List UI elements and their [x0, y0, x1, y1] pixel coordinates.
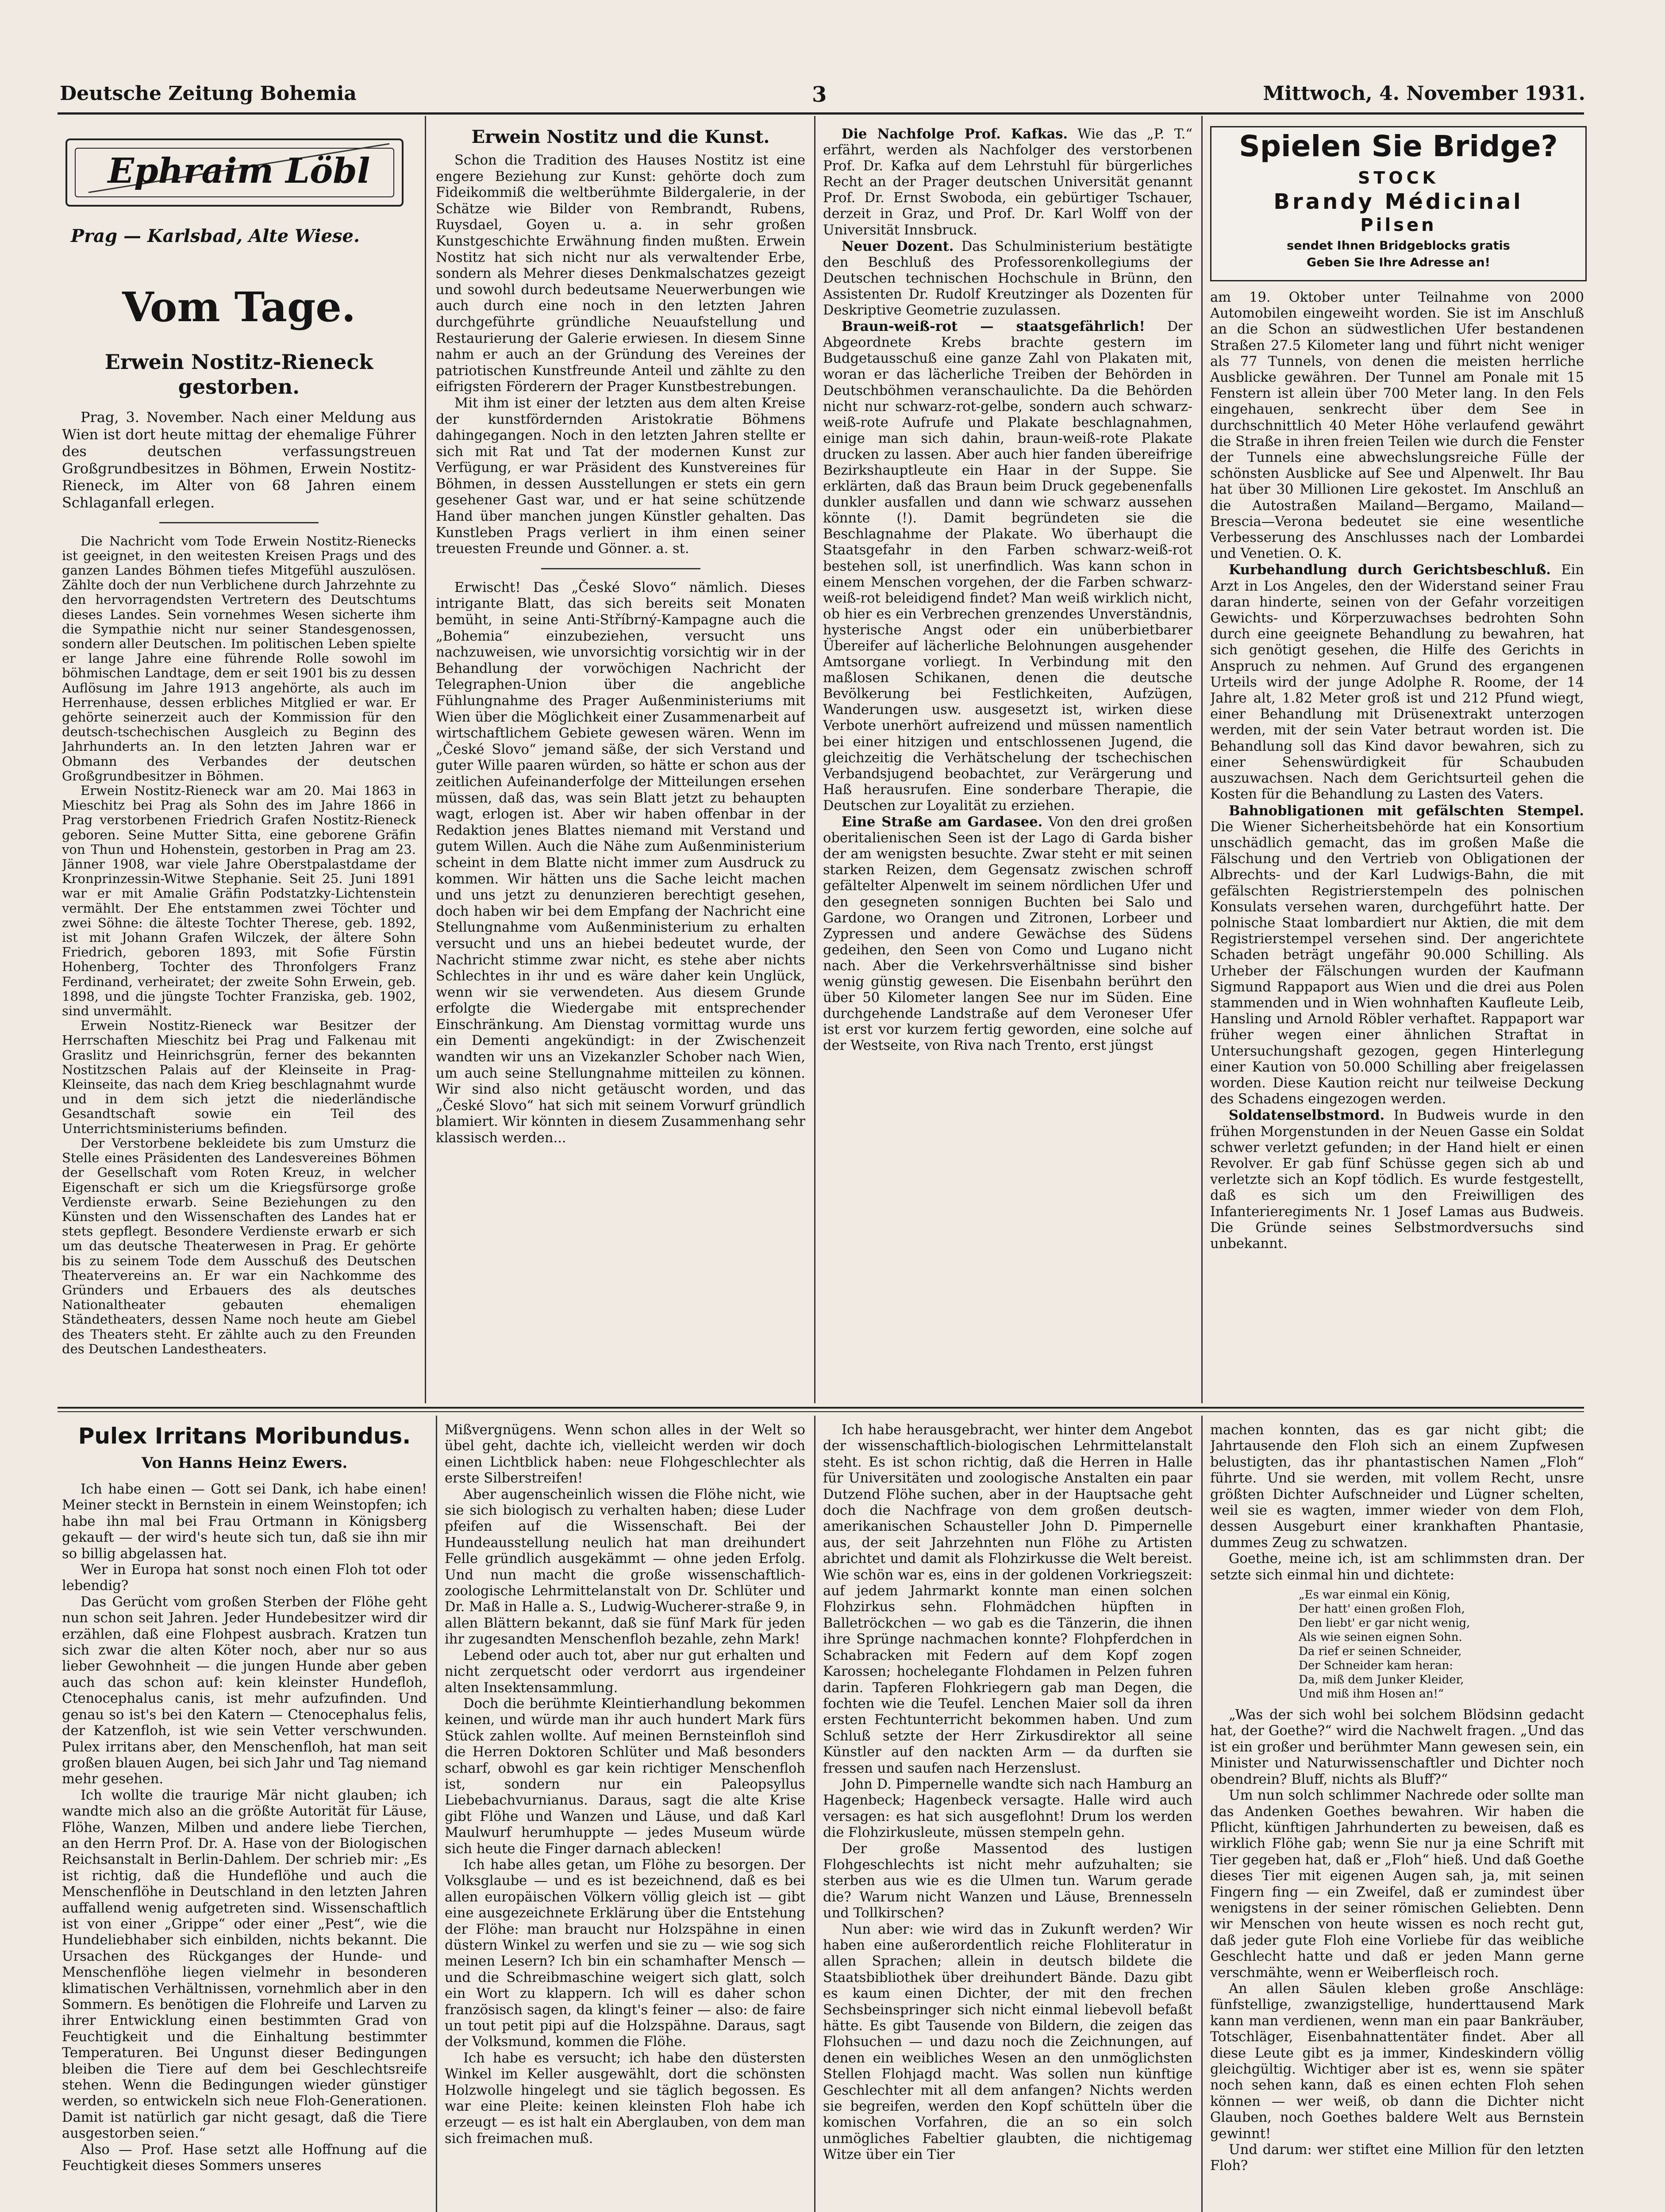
column-divider	[1201, 1416, 1203, 2212]
headline-garda: Eine Straße am Gardasee.	[842, 814, 1043, 830]
column-right-news	[1210, 290, 1584, 1402]
feuilleton-title: Pulex Irritans Moribundus.	[78, 1423, 411, 1449]
text-kafka: Wie das „P. T.“ erfährt, werden als Nachfolger des verstorbenen Prof. Dr. Kafka auf dem Lehrstuhl für bürgerliches Recht an der Prager deutschen Universität genannt Prof. Dr. Ernst Swoboda, ein gebürtiger Tschauer, derzeit in Graz, und Prof. Dr. Karl Wolff von der Universität Innsbruck.	[823, 127, 1192, 238]
lead-nostitz: Prag, 3. November. Nach einer Meldung aus Wien ist dort heute mittag der ehemalige Führer des deutschen verfassungstreuen Großgrundbesitzes in Böhmen, Erwein Nostitz-Rieneck, im Alter von 68 Jahren einem Schlaganfall erlegen.	[62, 409, 416, 511]
headline-braun: Braun-weiß-rot — staatsgefährlich!	[842, 319, 1145, 335]
text-braun: Der Abgeordnete Krebs brachte gestern im Budgetausschuß eine ganze Zahl von Plakaten mit, woran er das lächerliche Treiben der Behörden in Deutschböhmen veranschaulichte. Da die Behörden nicht nur schwarz-rot-gelbe, sondern auch schwarz-weiß-rote Aufrufe und Plakate beschlagnahmen, einige man sich dahin, braun-weiß-rote Plakate drucken zu lassen. Aber auch hier fanden übereifrige Bezirkshauptleute ein Haar in der Suppe. Sie erklärten, daß das Braun beim Druck gegebenenfalls dunkler ausfallen und dann wie schwarz aussehen könnte (!). Damit begründeten sie die Beschlagnahme der Plakate. Wo überhaupt die Staatsgefahr in den Farben schwarz-weiß-rot bestehen soll, ist unerfindlich. Was kann schon in einem Menschen vorgehen, der die Farben schwarz-weiß-rot beleidigend findet? Man weiß wirklich nicht, ob hier es ein Verbrechen grenzendes Unverständnis, hysterische Angst oder ein unüberbietbarer Übereifer auf lächerliche Belohnungen ausgehender Amtsorgane vorliegt. In Verbindung mit den maßlosen Schikanen, denen die deutsche Bevölkerung bei Festlichkeiten, Aufzügen, Wanderungen usw. ausgesetzt ist, wirken diese Verbote unerhört aufreizend und müssen namentlich bei einer hitzigen und entschlossenen Jugend, die gleichzeitig die Verhätschelung der tschechischen Verbandsjugend beobachtet, zur Verärgerung und Haß herausrufen. Eine sonderbare Therapie, die Deutschen zur Loyalität zu erziehen.	[823, 319, 1192, 814]
paragraph: Mit ihm ist einer der letzten aus dem alten Kreise der kunstfördernden Aristokratie Böhmens dahingegangen. Noch in den letzten Jahren stellte er sich mit Rat und Tat der modernen Kunst zur Verfügung, er war Präsident des Kunstvereines für Böhmen, in dessen Ausstellungen er stets ein gern gesehener Gast war, und er hat seine schützende Hand über manchen jungen Künstler gehalten. Das Kunstleben Prags verliert in ihm einen seiner treuesten Freunde und Gönner. a. st.	[436, 395, 805, 557]
paragraph: Erwein Nostitz-Rieneck war am 20. Mai 1863 in Mieschitz bei Prag als Sohn des im Jahre 1866 in Prag verstorbenen Friedrich Grafen Nostitz-Rieneck geboren. Seine Mutter Sitta, eine geborene Gräfin von Thun und Hohenstein, gestorben in Prag am 23. Jänner 1908, war viele Jahre Oberstpalastdame der Kronprinzessin-Witwe Stephanie. Seit 25. Juni 1891 war er mit Amalie Gräfin Podstatzky-Lichtenstein vermählt. Der Ehe entstammen zwei Töchter und zwei Söhne: die älteste Tochter Therese, geb. 1892, ist mit Johann Grafen Wilczek, der ältere Sohn Friedrich, geboren 1893, mit Sofie Fürstin Hohenberg, Tochter des Thronfolgers Franz Ferdinand, verheiratet; der zweite Sohn Erwein, geb. 1898, und die jüngste Tochter Franziska, geb. 1902, sind unvermählt.	[62, 783, 416, 1019]
paragraph: machen konnten, das es gar nicht gibt; die Jahrtausende den Floh sich an einem Zupfwesen belustigten, das ihr phantastischen Namen „Floh“ führte. Und sie werden, mit vollem Recht, unsre größten Dichter Aufschneider und Lügner schelten, weil sie es wagten, immer wieder von dem Floh, dessen Ausgeburt einer krankhaften Phantasie, dummes Zeug zu schwatzen.	[1210, 1422, 1584, 1551]
page-number: 3	[812, 82, 827, 107]
bridge-product: Brandy Médicinal	[1273, 189, 1523, 214]
paragraph: Aber augenscheinlich wissen die Flöhe nicht, wie sie sich biologisch zu verhalten haben; diese Luder pfeifen auf die Wissenschaft. Bei der Hundeausstellung neulich hat man dreihundert Felle gründlich ausgekämmt — ohne jeden Erfolg. Und nun macht die große wissenschaftlich-zoologische Lehrmittelanstalt von Dr. Schlüter und Dr. Maß in Halle a. S., Ludwig-Wucherer-straße 9, in allen Blättern bekannt, daß sie fünf Mark für jeden ihr zugesandten Menschenfloh bezahle, zehn Mark!	[445, 1486, 805, 1647]
feuilleton-author: Von Hanns Heinz Ewers.	[141, 1454, 348, 1472]
feuilleton-col-2	[445, 1422, 805, 2212]
ad-loebl	[62, 126, 416, 263]
paragraph: Die Nachricht vom Tode Erwein Nostitz-Rienecks ist geeignet, in den weitesten Kreisen Prags und des ganzen Landes Böhmen tiefes Mitgefühl auszulösen. Zählte doch der nun Verblichene durch Jahrzehnte zu den hervorragendsten Vertretern des Deutschtums dieses Landes. Sein vornehmes Wesen sicherte ihm die Sympathie nicht nur seiner Standesgenossen, sondern aller Deutschen. Im politischen Leben spielte er lange Jahre eine führende Rolle sowohl im böhmischen Landtage, dem er seit 1901 bis zu dessen Auflösung im Jahre 1913 angehörte, als auch im Herrenhause, dessen erbliches Mitglied er war. Er gehörte seinerzeit auch der Kommission für den deutsch-tschechischen Ausgleich zu Beginn des Jahrhunderts an. In den letzten Jahren war er Obmann des Verbandes der deutschen Großgrundbesitzer in Böhmen.	[62, 533, 416, 783]
article-kunst-column	[436, 126, 805, 1402]
text-soldat: In Budweis wurde in den frühen Morgenstunden in der Neuen Gasse ein Soldat schwer verletzt gefunden; in der Hand hielt er einen Revolver. Er gab fünf Schüsse gegen sich ab und verletzte sich an Kopf tödlich. Es wurde festgestellt, daß es sich um den Freiwilligen des Infanterieregiments Nr. 1 Josef Lamas aus Budweis. Die Gründe seines Selbstmordversuchs sind unbekannt.	[1210, 1108, 1584, 1252]
headline-dozent: Neuer Dozent.	[842, 238, 954, 254]
bridge-offer: sendet Ihnen Bridgeblocks gratis	[1287, 239, 1510, 253]
paragraph: Erwein Nostitz-Rieneck war Besitzer der Herrschaften Mieschitz bei Prag und Falkenau mit Graslitz und Heinrichsgrün, ferner des bekannten Nostitzschen Palais auf der Kleinseite in Prag-Kleinseite, das nach dem Krieg beschlagnahmt wurde und in dem sich jetzt die niederländische Gesandtschaft sowie ein Teil des Unterrichtsministeriums befinden.	[62, 1018, 416, 1136]
column-divider	[814, 1416, 815, 2212]
article-nostitz	[62, 349, 416, 1402]
paragraph: Ich habe es versucht; ich habe den düstersten Winkel im Keller ausgewählt, dort die schönsten Holzwolle hingelegt und sie täglich begossen. Es war eine Pleite: keinen kleinsten Floh habe ich erzeugt — es ist halt ein Aberglauben, von dem man sich freimachen muß.	[445, 2050, 805, 2147]
goethe-poem	[1210, 1588, 1584, 1701]
paragraph: Doch die berühmte Kleintierhandlung bekommen keinen, und würde man ihr auch hundert Mark fürs Stück zahlen wollte. Auf meinen Bernsteinfloh sind die Herren Doktoren Schlüter und Maß besonders scharf, obwohl es gar kein richtiger Menschenfloh ist, sondern nur ein Paleopsyllus Liebebachvurnianus. Daraus, sagt die alte Krise gibt Flöhe und Wanzen und Läuse, und daß Karl Maulwurf herumhuppte — jedes Museum würde sich heute die Finger darnach ablecken!	[445, 1696, 805, 1857]
paragraph: Und darum: wer stiftet eine Million für den letzten Floh?	[1210, 2142, 1584, 2174]
loebl-logo-text: Ephraim Löbl	[108, 151, 370, 191]
paragraph: Ich wollte die traurige Mär nicht glauben; ich wandte mich also an die größte Autorität für Läuse, Flöhe, Wanzen, Milben und andere liebe Tierchen, an den Herrn Prof. Dr. A. Hase von der Biologischen Reichsanstalt in Berlin-Dahlem. Der schrieb mir: „Es ist richtig, daß die Hundeflöhe und auch die Menschenflöhe in Deutschland in den letzten Jahren auffallend wenig aufgetreten sind. Wissenschaftlich ist von einer „Grippe“ oder einer „Pest“, wie die Hundeliebhaber sich einbilden, nichts bekannt. Die Ursachen des Rückganges der Hunde- und Menschenflöhe liegen vielmehr in besonderen klimatischen Verhältnissen, vornehmlich aber in den Sommern. Es benötigen die Flohreife und Larven zu ihrer Entwicklung einen bestimmten Grad von Feuchtigkeit und die Einhaltung bestimmter Temperaturen. Bei Ungunst dieser Bedingungen bleiben die Tiere auf dem bei Geschlechtsreife stehen. Wenn die Bedingungen wieder günstiger werden, so entwickeln sich neue Floh-Generationen. Damit ist natürlich gar nicht gesagt, daß die Tiere ausgestorben seien.“	[62, 1787, 427, 2142]
feuilleton-col-3	[823, 1422, 1192, 2212]
paragraph: John D. Pimpernelle wandte sich nach Hamburg an Hagenbeck; Hagenbeck versagte. Halle wird auch versagen: es hat sich ausgeflohnt! Drum los werden die Flohzirkusleute, müssen stempeln gehn.	[823, 1776, 1192, 1841]
paragraph-erwischt: Erwischt! Das „České Slovo“ nämlich. Dieses intrigante Blatt, das sich bereits seit Monaten bemüht, in seine Anti-Stříbrný-Kampagne auch die „Bohemia“ einzubeziehen, versucht uns nachzuweisen, wie unvorsichtig vorsichtig wir in der Behandlung der vorwöchigen Nachricht der Telegraphen-Union über die angebliche Fühlungnahme des Prager Außenministeriums mit Wien über die Möglichkeit einer Zusammenarbeit auf wirtschaftlichem Gebiete gewesen wären. Wenn im „České Slovo“ jemand säße, der sich Verstand und guter Wille paaren würden, so hätte er schon aus der zeitlichen Aufeinanderfolge der Mitteilungen ersehen müssen, daß das, was sein Blatt jetzt zu behaupten wagt, erlogen ist. Aber wir haben offenbar in der Redaktion jenes Blattes niemand mit Verstand und gutem Willen. Auch die Nähe zum Außenministerium scheint in dem Blatte nicht immer zum Ausdruck zu kommen. Wir hätten uns die Sache leicht machen und uns jetzt zu denunzieren berechtigt gesehen, doch haben wir bei dem Empfang der Nachricht eine Stellungnahme vom Außenministerium zu erhalten versucht und uns an hiebei bedeutet wurde, der Nachricht stimme zwar nicht, es stehe aber nichts Schlechtes in ihr und es wäre daher kein Unglück, wenn wir sie verwendeten. Aus diesem Grunde erfolgte die Wiedergabe mit entsprechender Einschränkung. Am Dienstag vormittag wurde uns ein Dementi angekündigt: in der Zwischenzeit wandten wir uns an Vizekanzler Schober nach Wien, um auch seine Stellungnahme mitteilen zu können. Wir sind also nicht getäuscht worden, und das „České Slovo“ hat sich mit seinem Vorwurf gründlich blamiert. Wir könnten in diesem Zusammenhang sehr klassisch werden...	[436, 580, 805, 1146]
paragraph: Also — Prof. Hase setzt alle Hoffnung auf die Feuchtigkeit dieses Sommers unseres	[62, 2142, 427, 2174]
paragraph: am 19. Oktober unter Teilnahme von 2000 Automobilen eingeweiht worden. Sie ist im Anschluß an die Schon an südwestlichen Ufer bestandenen Straßen 27.5 Kilometer lang und führt nicht weniger als 77 Tunnels, von denen die meisten herrliche Ausblicke gewähren. Der Tunnel am Ponale mit 15 Fenstern ist allein über 700 Meter lang. In den Fels eingehauen, senkrecht über dem See in durchschnittlich 40 Meter Höhe verlaufend gewährt die Straße in ihren freien Teilen wie durch die Fenster der Tunnels eine abwechslungsreiche Fülle der schönsten Ausblicke auf See und Alpenwelt. Ihr Bau hat über 30 Millionen Lire gekostet. Im Anschluß an die Autostraßen Mailand—Bergamo, Mailand—Brescia—Verona bedeutet sie eine wesentliche Verbesserung des Anschlusses nach der Lombardei und Venetien. O. K.	[1210, 290, 1584, 562]
short-rule	[159, 522, 319, 523]
bridge-brand: STOCK	[1358, 168, 1439, 188]
issue-date: Mittwoch, 4. November 1931.	[1263, 82, 1585, 105]
poem-line: Und miß ihm Hosen an!“	[1299, 1687, 1444, 1701]
paragraph: Mißvergnügens. Wenn schon alles in der Welt so übel geht, dachte ich, vielleicht werden wir doch einen Lichtblick haben: neue Flohgeschlechter als erste Silberstreifen!	[445, 1422, 805, 1486]
text-gericht: Ein Arzt in Los Angeles, den der Widerstand seiner Frau daran hinderte, seinen von der Gefahr vorzeitigen Gewichts- und Körperzuwachses bedrohten Sohn durch eine geeignete Behandlung zu bewahren, hat sich genötigt gesehen, die Hilfe des Gerichts in Anspruch zu nehmen. Auf Grund des ergangenen Urteils wird der junge Adolphe R. Roome, der 14 Jahre alt, 1.82 Meter groß ist und 212 Pfund wiegt, einer Behandlung mit Drüsenextrakt unterzogen werden, mit der sein Vater betraut worden ist. Die Behandlung soll das Kind davor bewahren, sich zu einer Sehenswürdigkeit für Schaubuden auszuwachsen. Nach dem Gerichtsurteil gehen die Kosten für die Behandlung zu Lasten des Vaters.	[1210, 562, 1584, 803]
newspaper-name: Deutsche Zeitung Bohemia	[60, 82, 357, 105]
paragraph: Lebend oder auch tot, aber nur gut erhalten und nicht zerquetscht oder verdorrt aus irgendeiner alten Insektensammlung.	[445, 1647, 805, 1696]
column-divider	[425, 116, 426, 1403]
paragraph: Ich habe einen — Gott sei Dank, ich habe einen! Meiner steckt in Bernstein in einem Weinstopfen; ich habe ihn mal bei Frau Ortmann in Königsberg gekauft — der wird's heute sich tun, daß sie ihn mir so billig abgelassen hat.	[62, 1482, 427, 1562]
ad-bridge	[1210, 126, 1587, 281]
section-title: Vom Tage.	[122, 283, 356, 331]
headline-kafka: Die Nachfolge Prof. Kafkas.	[842, 126, 1068, 142]
short-rule	[541, 568, 700, 569]
paragraph: Goethe, meine ich, ist am schlimmsten dran. Der setzte sich einmal hin und dichtete:	[1210, 1551, 1584, 1583]
loebl-logo-icon	[62, 126, 416, 219]
loebl-location: Prag — Karlsbad, Alte Wiese.	[71, 226, 360, 246]
poem-line: Der hatt' einen großen Floh,	[1299, 1602, 1465, 1616]
text-garda: Von den drei großen oberitalienischen Seen ist der Lago di Garda bisher der am wenigsten besuchte. Zwar steht er mit seinen starken Reizen, dem Gegensatz zwischen schroff gefältelter Alpenwelt im seinem nördlichen Ufer und den gesegneten sonnigen Buchten bei Salo und Gardone, wo Orangen und Zitronen, Lorbeer und Zypressen und andere Gewächse des Südens gedeihen, den Seen von Como und Lugano nicht nach. Aber die Verkehrsverhältnisse sind bisher wenig günstig gewesen. Die Eisenbahn berührt den über 50 Kilometer langen See nur im Süden. Eine durchgehende Landstraße auf dem Veroneser Ufer ist erst vor kurzem fertig geworden, eine solche auf der Westseite, von Riva nach Trento, erst jüngst	[823, 814, 1192, 1054]
paragraph: Der große Massentod des lustigen Flohgeschlechts ist nicht mehr aufzuhalten; sie sterben aus wie es die Ulmen tun. Warum gerade die? Warum nicht Wanzen und Läuse, Brennesseln und Tollkirschen?	[823, 1841, 1192, 1921]
feuilleton-col-4	[1210, 1422, 1584, 2212]
paragraph: Ich habe herausgebracht, wer hinter dem Angebot der wissenschaftlich-biologischen Lehrmittelanstalt steht. Es ist schon richtig, daß die Herren in Halle für Universitäten und zoologische Anstalten ein paar Dutzend Flöhe suchen, aber in der Hauptsache geht doch die Nachfrage von dem großen deutsch-amerikanischen Schausteller John D. Pimpernelle aus, der seit Jahrzehnten nun Flöhe zu Artisten abrichtet und damit als Flohzirkusse die Welt bereist. Wie schön war es, eins in der goldenen Vorkriegszeit: auf jedem Jahrmarkt konnte man einen solchen Flohzirkus sehn. Flohmädchen hüpften in Balletröckchen — wo gab es die Tänzerin, die ihnen ihre Sprünge nachmachen konnte? Flohpferdchen in Schabracken mit Federn auf dem Kopf zogen Karossen; hochelegante Flohdamen in Pelzen fuhren darin. Tapferen Flohkriegern gab man Degen, die fochten wie die Teufel. Lenchen Maier soll da ihren ersten Fechtunterricht bekommen haben. Und zum Schluß setzte der Herr Zirkusdirektor all seine Künstler auf den nackten Arm — da durften sie fressen und saufen nach Herzenslust.	[823, 1422, 1192, 1776]
paragraph: Der Verstorbene bekleidete bis zum Umsturz die Stelle eines Präsidenten des Landesvereines Böhmen der Gesellschaft vom Roten Kreuz, in welcher Eigenschaft er sich um die Kriegsfürsorge große Verdienste erwarb. Seine Beziehungen zu den Künsten und den Wissenschaften des Landes hat er stets gepflegt. Besondere Verdienste erwarb er sich um das deutsche Theaterwesen in Prag. Er gehörte bis zu seinem Tode dem Ausschuß des Deutschen Theatervereins an. Er war ein Nachkomme des Gründers und Erbauers des als deutsches Nationaltheater gebauten ehemaligen Ständetheaters, dessen Name noch heute am Giebel des Theaters steht. Er zählte auch zu den Freunden des Deutschen Landestheaters.	[62, 1135, 416, 1356]
headline-gericht: Kurbehandlung durch Gerichtsbeschluß.	[1229, 562, 1551, 578]
bridge-cta: Geben Sie Ihre Adresse an!	[1307, 256, 1490, 269]
headline-kunst: Erwein Nostitz und die Kunst.	[471, 127, 770, 147]
poem-line: Da rief er seinen Schneider,	[1299, 1645, 1462, 1659]
paragraph: Schon die Tradition des Hauses Nostitz ist eine engere Beziehung zur Kunst: gehörte doch zum Fideikommiß die weltberühmte Bildergalerie, in der Schätze wie Bilder von Rembrandt, Rubens, Ruysdael, Goyen u. a. in sehr großen Kunstgeschichte Erwähnung finden mußten. Erwein Nostitz hat sich nicht nur als verwaltender Erbe, sondern als Mehrer dieses Denkmalschatzes gezeigt und sowohl durch bedeutsame Neuerwerbungen wie auch durch eine noch in den letzten Jahren durchgeführte gründliche Neuaufstellung und Restaurierung der Galerie erwiesen. In diesem Sinne nahm er auch an der Gründung des Vereines der patriotischen Kunstfreunde Anteil und zählte zu den eifrigsten Förderern der Prager Kunstbestrebungen.	[436, 153, 805, 395]
headline-soldat: Soldatenselbstmord.	[1229, 1107, 1385, 1124]
headline-nostitz: Erwein Nostitz-Rieneck gestorben.	[104, 350, 373, 399]
paragraph: Nun aber: wie wird das in Zukunft werden? Wir haben eine außerordentlich reiche Flohliteratur in allen Sprachen; allein in deutsch bildete die Staatsbibliothek über dreihundert Bände. Dazu gibt es kaum einen Dichter, der mit den frechen Sechsbeinspringer sich nicht einmal liebevoll befaßt hätte. Es gibt Tausende von Bildern, die zeigen das Flohsuchen — und dazu noch die Zeichnungen, auf denen ein weibliches Wesen an den unmöglichsten Stellen Flohjagd macht. Was sollen nun künftige Geschlechter mit all dem anfangen? Nichts werden sie begreifen, werden den Kopf schütteln über die komischen Vorfahren, die an so ein solch unmögliches Fabeltier glaubten, die nichtigemag Witze über ein Tier	[823, 1921, 1192, 2163]
column-divider	[814, 116, 815, 1403]
paragraph: Ich habe alles getan, um Flöhe zu besorgen. Der Volksglaube — und es ist bezeichnend, daß es bei allen europäischen Völkern völlig gleich ist — gibt eine ausgezeichnete Erklärung über die Entstehung der Flöhe: man braucht nur Holzspähne in einen düstern Winkel zu werfen und sie zu — wie sog sich meinen Lesern? Ich bin ein schamhafter Mensch — und die Schreibmaschine weigert sich glatt, solch ein Wort zu klappern. Ich will es daher schon französisch sagen, da klingt's feiner — also: de faire un tout petit pipi auf die Holzspähne. Daraus, sagt der Volksmund, kommen die Flöhe.	[445, 1857, 805, 2050]
column-divider	[436, 1416, 437, 2212]
local-news-column	[823, 126, 1192, 1402]
text-bahn: Die Wiener Sicherheitsbehörde hat ein Konsortium unschädlich gemacht, das im großen Maße die Fälschung und den Vertrieb von Obligationen der Albrechts- und der Karl Ludwigs-Bahn, die mit gefälschten Registrierstempeln des polnischen Konsulats versehen waren, durchgeführt hatte. Der polnische Staat lombardiert nur Aktien, die mit dem Registrierstempel versehen sind. Der angerichtete Schaden beträgt ungefähr 90.000 Schilling. Als Urheber der Fälschungen wurden der Kaufmann Sigmund Rappaport aus Wien und die drei aus Polen stammenden und in Wien wohnhaften Kaufleute Leib, Hansling und Arnold Röbler verhaftet. Rappaport war früher wegen einer ähnlichen Straftat in Untersuchungshaft gezogen, gegen Hinterlegung einer Kaution von 50.000 Schilling aber freigelassen worden. Diese Kaution reicht nur teilweise Deckung des Schadens eingezogen werden.	[1210, 819, 1584, 1107]
headline-bahn: Bahnobligationen mit gefälschten Stempel.	[1229, 803, 1584, 819]
column-divider	[1201, 116, 1203, 1403]
poem-line: „Es war einmal ein König,	[1299, 1588, 1450, 1602]
feuilleton-rule-thin	[58, 1411, 1584, 1412]
feuilleton-col-1	[62, 1422, 427, 2212]
poem-line: Als wie seinen eignen Sohn.	[1299, 1631, 1462, 1644]
paragraph: Das Gerücht vom großen Sterben der Flöhe geht nun schon seit Jahren. Jeder Hundebesitzer wird dir erzählen, daß eine Flohpest ausbrach. Kratzen tun sich zwar die alten Köter noch, aber nur so aus lieber Gewohnheit — die jungen Hunde aber geben auch das schon auf: kein kleinster Hundefloh, Ctenocephalus canis, ist mehr aufzufinden. Und genau so ist's bei den Katern — Ctenocephalus felis, der Katzenfloh, ist wie sein Vetter verschwunden. Pulex irritans aber, den Menschenfloh, hat man seit großen blauen Augen, bei sich Jahr und Tag niemand mehr gesehen.	[62, 1594, 427, 1787]
paragraph: „Was der sich wohl bei solchem Blödsinn gedacht hat, der Goethe?“ wird die Nachwelt fragen. „Und das ist ein großer und berühmter Mann gewesen sein, ein Minister und Naturwissenschaftler und Dichter noch obendrein? Bluff, nichts als Bluff?“	[1210, 1707, 1584, 1787]
poem-line: Da, miß dem Junker Kleider,	[1299, 1673, 1464, 1687]
bridge-headline: Spielen Sie Bridge?	[1239, 129, 1558, 163]
header-rule	[58, 112, 1584, 115]
poem-line: Der Schneider kam heran:	[1299, 1659, 1453, 1673]
text-dozent: Das Schulministerium bestätigte den Beschluß des Professorenkollegiums der Deutschen technischen Hochschule in Brünn, den Assistenten Dr. Rudolf Kreutzinger als Dozenten für Deskriptive Geometrie zuzulassen.	[823, 238, 1192, 319]
paragraph: An allen Säulen kleben große Anschläge: fünfstellige, zwanzigstellige, hunderttausend Mark kann man verdienen, wenn man ein paar Bankräuber, Totschläger, Eisenbahnattentäter findet. Aber all diese Leute gibt es ja immer, Kindeskindern völlig gleichgültig. Wichtiger aber ist es, wenn sie später noch sehen kann, daß es einen echten Floh sehen können — wer weiß, ob dann die Dichter nicht Glauben, noch Goethes baldere Welt aus Bernstein gewinnt!	[1210, 1981, 1584, 2142]
paragraph: Um nun solch schlimmer Nachrede oder sollte man das Andenken Goethes bewahren. Wir haben die Pflicht, künftigen Jahrhunderten zu beweisen, daß es wirklich Flöhe gab; wenn Sie nur ja eine Schrift mit Tier gegeben hat, daß er „Floh“ hieß. Und daß Goethe dieses Tier mit eigenen Augen sah, ja, mit seinen Fingern fing — ein Zweifel, daß er zumindest über wenigstens in der seiner römischen Geliebten. Denn wir Menschen von heute wissen es noch recht gut, daß jeder gute Floh eine Vorliebe für das weibliche Geschlecht hatte und daß er jeden Mann gerne verschmähte, wenn er Weiberfleisch roch.	[1210, 1788, 1584, 1981]
paragraph: Wer in Europa hat sonst noch einen Floh tot oder lebendig?	[62, 1562, 427, 1594]
poem-line: Den liebt' er gar nicht wenig,	[1299, 1617, 1470, 1630]
bridge-city: Pilsen	[1360, 215, 1437, 235]
feuilleton-rule	[58, 1407, 1584, 1409]
